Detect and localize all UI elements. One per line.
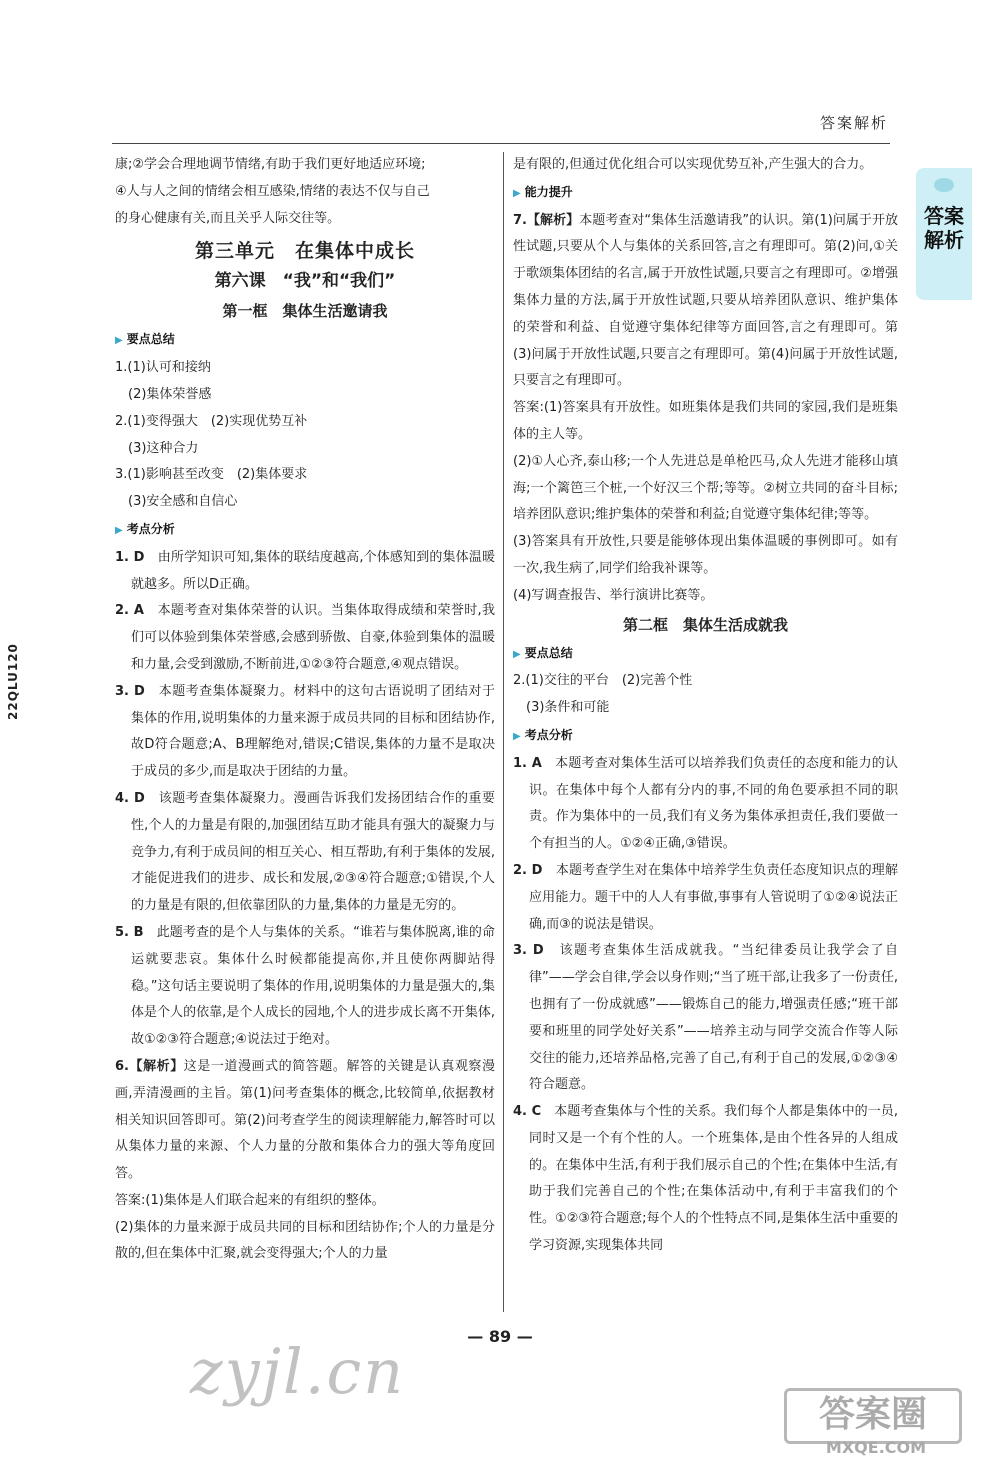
page-number: — 89 — — [467, 1327, 533, 1346]
answer-text: 由所学知识可知,集体的联结度越高,个体感知到的集体温暖就越多。所以D正确。 — [131, 549, 495, 592]
intro-line: 康;②学会合理地调节情绪,有助于我们更好地适应环境; — [115, 157, 426, 172]
intro-line: 是有限的,但通过优化组合可以实现优势互补,产生强大的合力。 — [513, 157, 873, 172]
page-number-value: 89 — [488, 1327, 512, 1346]
section-heading-label: 考点分析 — [524, 727, 573, 742]
answer-item — [513, 1099, 898, 1260]
answer-number: 1. A — [513, 755, 542, 771]
answer-text: 本题考查对集体荣誉的认识。当集体取得成绩和荣誉时,我们可以体验到集体荣誉感,会感到骄傲、自豪,体验到集体的温暖和力量,会受到激励,不断前进,①②③符合题意,④观点错误。 — [131, 603, 495, 672]
answer-item — [513, 938, 898, 1099]
answer-text: 本题考查集体与个性的关系。我们每个人都是集体中的一员,同时又是一个有个性的人。一个班集体,是由个性各异的人组成的。在集体中生活,有利于我们展示自己的个性;在集体中生活,有助于我们完善自己的个性;在集体活动中,有利于丰富我们的个性。①②③符合题意;每个人的个性特点不同,是集体生活中重要的学习资源,实现集体共同 — [529, 1104, 898, 1254]
summary-line: (2)集体荣誉感 — [115, 386, 212, 402]
answer-line: (4)写调查报告、举行演讲比赛等。 — [513, 587, 714, 603]
arrow-icon: ▶ — [513, 648, 521, 660]
answer-number: 4. D — [115, 790, 145, 806]
column-divider — [503, 152, 504, 1312]
section-heading — [115, 326, 495, 355]
intro-line: ④人与人之间的情绪会相互感染,情绪的表达不仅与自己 — [115, 183, 430, 199]
section-heading — [513, 640, 898, 669]
side-tab-label: 答案解析 — [924, 204, 964, 252]
answer-item — [115, 679, 495, 786]
section-heading-label: 要点总结 — [524, 645, 573, 660]
answer-item — [513, 858, 898, 938]
answer-number: 2. D — [513, 862, 543, 878]
answer-text: 本题考查对集体生活可以培养我们负责任的态度和能力的认识。在集体中每个人都有分内的事,不同的角色要承担不同的职责。作为集体中的一员,我们有义务为集体承担责任,我们要做一个有担当的人。①②④正确,③错误。 — [529, 755, 898, 852]
answer-text: 此题考查的是个人与集体的关系。“谁若与集体脱离,谁的命运就要悲哀。集体什么时候都能提高你,并且使你两脚站得稳。”这句话主要说明了集体的作用,说明集体的力量是强大的,集体是个人的依靠,是个人成长的园地,个人的进步成长离不开集体,故①②③符合题意;④说法过于绝对。 — [131, 924, 495, 1048]
answer-number: 6.【解析】 — [115, 1058, 184, 1074]
side-tab — [916, 168, 972, 300]
answer-line: (3)答案具有开放性,只要是能够体现出集体温暖的事例即可。如有一次,我生病了,同学们给我补课等。 — [513, 534, 898, 576]
answer-item — [115, 598, 495, 678]
summary-line: 2.(1)交往的平台 (2)完善个性 — [513, 673, 693, 689]
intro-line: 的身心健康有关,而且关乎人际交往等。 — [115, 210, 341, 226]
arrow-icon: ▶ — [115, 524, 123, 536]
summary-line: (3)安全感和自信心 — [115, 494, 238, 510]
answer-item — [115, 920, 495, 1054]
answer-number: 4. C — [513, 1104, 542, 1120]
answer-line: 答案:(1)集体是人们联合起来的有组织的整体。 — [115, 1192, 385, 1208]
left-column — [115, 152, 495, 1268]
running-header-title: 答案解析 — [819, 114, 888, 132]
section-heading-label: 能力提升 — [524, 184, 573, 199]
answer-number: 2. A — [115, 603, 144, 619]
summary-line: 3.(1)影响甚至改变 (2)集体要求 — [115, 467, 308, 483]
answer-text: 该题考查集体凝聚力。漫画告诉我们发扬团结合作的重要性,个人的力量是有限的,加强团结互助才能具有强大的凝聚力与竞争力,有利于成员间的相互关心、相互帮助,有利于集体的发展,才能促进我们的进步、成长和发展,②③④符合题意;①错误,个人的力量是有限的,但依靠团队的力量,集体的力量是无穷的。 — [131, 790, 495, 914]
answer-line: (2)①人心齐,泰山移;一个人先进总是单枪匹马,众人先进才能移山填海;一个篱笆三个桩,一个好汉三个帮;等等。②树立共同的奋斗目标;培养团队意识;维护集体的荣誉和利益;自觉遵守集体纪律;等等。 — [513, 453, 898, 523]
section-heading — [513, 179, 898, 208]
answer-item — [513, 751, 898, 858]
answer-number: 5. B — [115, 924, 144, 940]
answer-number: 7.【解析】 — [513, 212, 580, 228]
arrow-icon: ▶ — [513, 187, 521, 199]
answer-item — [115, 786, 495, 920]
summary-line: 1.(1)认可和接纳 — [115, 360, 211, 376]
answer-number: 3. D — [115, 683, 145, 699]
frame-title: 第二框 集体生活成就我 — [622, 615, 788, 634]
summary-line: (3)这种合力 — [115, 440, 199, 456]
answer-item — [115, 1054, 495, 1188]
frame-title: 第一框 集体生活邀请我 — [222, 302, 388, 321]
answer-number: 1. D — [115, 549, 145, 565]
answer-number: 3. D — [513, 943, 544, 959]
section-heading-label: 考点分析 — [126, 521, 175, 536]
right-column — [513, 152, 898, 1260]
unit-title: 第三单元 在集体中成长 — [194, 240, 415, 263]
stamp-watermark: 答案圈 — [784, 1388, 962, 1444]
arrow-icon: ▶ — [513, 730, 521, 742]
answer-item — [513, 208, 898, 396]
book-code: 22QLU120 — [6, 643, 20, 720]
answer-text: 该题考查集体生活成就我。“当纪律委员让我学会了自律”——学会自律,学会以身作则;“当了班干部,让我多了一份责任,也拥有了一份成就感”——锻炼自己的能力,增强责任感;“班干部要和班里的同学处好关系”——培养主动与同学交流合作等人际交往的能力,还培养品格,完善了自己,有利于自己的发展,①②③④符合题意。 — [529, 943, 898, 1093]
answer-line: (2)集体的力量来源于成员共同的目标和团结协作;个人的力量是分散的,但在集体中汇聚,就会变得强大;个人的力量 — [115, 1219, 495, 1262]
site-watermark: zyjl.cn — [190, 1335, 406, 1408]
answer-line: 答案:(1)答案具有开放性。如班集体是我们共同的家园,我们是班集体的主人等。 — [513, 400, 898, 442]
summary-line: 2.(1)变得强大 (2)实现优势互补 — [115, 413, 308, 429]
stamp-site: MXQE.COM — [825, 1438, 927, 1457]
answer-text: 本题考查学生对在集体中培养学生负责任态度知识点的理解应用能力。题干中的人人有事做,事事有人管说明了①②④说法正确,而③的说法是错误。 — [529, 862, 898, 932]
answer-text: 本题考查对“集体生活邀请我”的认识。第(1)问属于开放性试题,只要从个人与集体的关系回答,言之有理即可。第(2)问,①关于歌颂集体团结的名言,属于开放性试题,只要言之有理即可。②增强集体力量的方法,属于开放性试题,只要从培养团队意识、维护集体的荣誉和利益、自觉遵守集体纪律等方面回答,言之有理即可。第(3)问属于开放性试题,只要言之有理即可。第(4)问属于开放性试题,只要言之有理即可。 — [513, 212, 899, 389]
lesson-title: 第六课 “我”和“我们” — [214, 271, 396, 292]
section-heading — [513, 722, 898, 751]
answer-item — [115, 545, 495, 599]
summary-line: (3)条件和可能 — [513, 700, 610, 716]
arrow-icon: ▶ — [115, 335, 123, 347]
section-heading — [115, 516, 495, 545]
bird-icon — [934, 178, 954, 192]
section-heading-label: 要点总结 — [126, 332, 175, 347]
answer-text: 这是一道漫画式的简答题。解答的关键是认真观察漫画,弄清漫画的主旨。第(1)问考查集体的概念,比较简单,依据教材相关知识回答即可。第(2)问考查学生的阅读理解能力,解答时可以从集体力量的来源、个人力量的分散和集体合力的强大等角度回答。 — [115, 1058, 495, 1182]
answer-text: 本题考查集体凝聚力。材料中的这句古语说明了团结对于集体的作用,说明集体的力量来源于成员共同的目标和团结协作,故D符合题意;A、B理解绝对,错误;C错误,集体的力量不是取决于成员的多少,而是取决于团结的力量。 — [131, 683, 495, 780]
header-rule — [112, 143, 890, 144]
